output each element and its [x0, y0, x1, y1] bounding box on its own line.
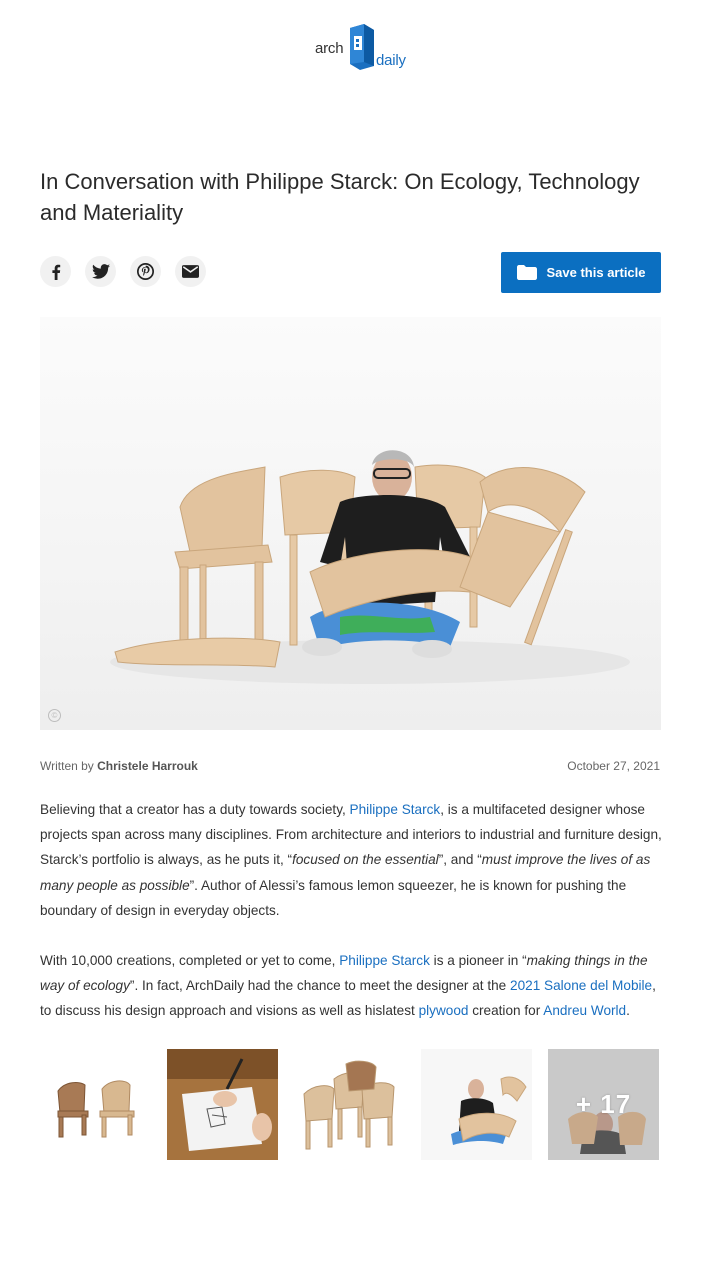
share-pinterest-button[interactable] — [130, 256, 161, 287]
text: ”. In fact, ArchDaily had the chance to meet the designer at the — [129, 978, 511, 994]
publish-date: October 27, 2021 — [567, 759, 660, 773]
link-andreu-world[interactable]: Andreu World — [543, 1003, 627, 1019]
link-philippe-starck[interactable]: Philippe Starck — [339, 953, 430, 969]
logo-building-icon — [346, 24, 376, 70]
text: ”. Author of Alessi’s famous lemon squeezer, he is known for pushing the boundary of design in everyday objects. — [40, 877, 627, 918]
gallery-thumb-1[interactable] — [40, 1049, 151, 1160]
text: With 10,000 creations, completed or yet to come, — [40, 953, 340, 969]
written-by-prefix: Written by — [40, 759, 94, 773]
sketch-thumbnail — [167, 1049, 278, 1160]
chair-stack-thumbnail — [294, 1049, 405, 1160]
gallery-thumb-5[interactable] — [548, 1049, 659, 1160]
image-gallery — [40, 1049, 659, 1160]
text: Believing that a creator has a duty towards society, — [40, 802, 350, 817]
paragraph-1 — [40, 797, 666, 923]
text: is a pioneer in “ — [429, 953, 527, 969]
share-twitter-button[interactable] — [85, 256, 116, 287]
gallery-thumb-3[interactable] — [294, 1049, 405, 1160]
link-plywood[interactable]: plywood — [418, 1003, 469, 1019]
text: ”, and “ — [438, 852, 482, 868]
logo-text-daily: daily — [376, 52, 406, 69]
article-title: In Conversation with Philippe Starck: On Ecology, Technology and Materiality — [40, 169, 640, 225]
designer-portrait-thumbnail — [421, 1049, 532, 1160]
pinterest-icon — [137, 263, 154, 280]
gallery-thumb-4[interactable] — [421, 1049, 532, 1160]
more-images-count[interactable]: + 17 — [575, 1089, 632, 1119]
mail-icon — [182, 265, 199, 278]
share-email-button[interactable] — [175, 256, 206, 287]
twitter-icon — [92, 264, 110, 279]
save-article-button[interactable] — [501, 252, 661, 293]
copyright-icon[interactable]: © — [48, 709, 61, 722]
folder-icon — [517, 265, 537, 280]
hero-image[interactable] — [40, 317, 661, 730]
share-facebook-button[interactable] — [40, 256, 71, 287]
author-name[interactable]: Christele Harrouk — [97, 759, 198, 773]
emphasis: making things in the way of ecology — [40, 953, 648, 994]
archdaily-logo[interactable] — [314, 24, 408, 72]
article-body — [40, 797, 666, 1049]
hero-illustration — [40, 317, 661, 730]
emphasis: must improve the lives of as many people as possible — [40, 852, 651, 893]
text: , to discuss his design approach and visions as well as hislatest — [40, 978, 656, 1019]
emphasis: focused on the essential — [292, 852, 439, 868]
link-philippe-starck[interactable]: Philippe Starck — [349, 802, 441, 817]
save-article-label: Save this article — [546, 265, 646, 280]
facebook-icon — [49, 264, 63, 280]
chairs-thumbnail — [40, 1049, 151, 1160]
logo-text-arch: arch — [315, 40, 344, 57]
share-bar — [40, 256, 206, 287]
text: . — [626, 1003, 630, 1019]
article-meta — [40, 759, 660, 773]
link-salone-del-mobile[interactable]: 2021 Salone del Mobile — [510, 978, 653, 994]
paragraph-2 — [40, 948, 666, 1024]
text: , is a multifaceted designer whose projects span across many disciplines. From architecture and interiors to industrial and furniture design, Starck’s portfolio is always, as he puts it, “ — [40, 802, 662, 868]
gallery-thumb-2[interactable] — [167, 1049, 278, 1160]
text: creation for — [468, 1003, 544, 1019]
